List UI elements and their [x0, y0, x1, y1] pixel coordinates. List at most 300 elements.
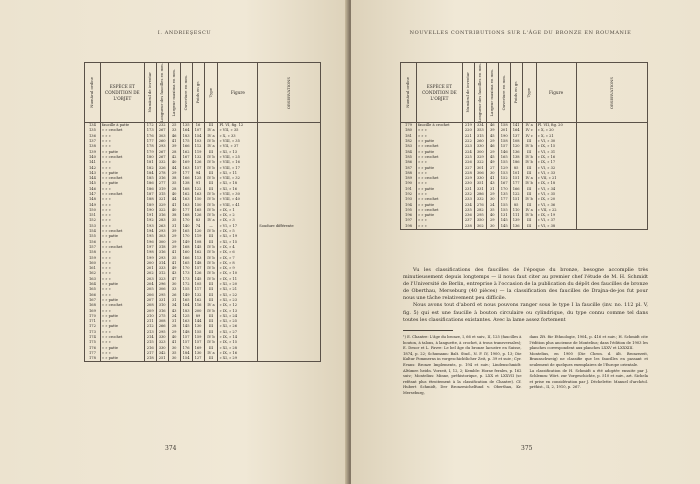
table-cell: 179	[144, 149, 156, 154]
table-cell: » X, » 20	[536, 128, 576, 133]
table-cell: IV b	[204, 176, 218, 181]
table-cell: 134	[85, 123, 101, 129]
table-cell: III	[204, 282, 218, 287]
table-cell: IV a	[204, 351, 218, 356]
table-cell: » VIII, » 17	[218, 165, 258, 170]
table-cell: 135	[180, 123, 192, 129]
table-cell: 145	[180, 324, 192, 329]
table-cell: 41	[168, 202, 180, 207]
table-cell: IV a	[204, 128, 218, 133]
table-cell: 30	[168, 345, 180, 350]
table-cell: IV a	[204, 134, 218, 139]
table-cell: 176	[144, 134, 156, 139]
table-cell: 184	[180, 351, 192, 356]
table-cell: 331	[156, 298, 168, 303]
table-cell: 155	[192, 330, 204, 335]
table-cell: III	[522, 165, 536, 170]
table-cell: 165	[85, 287, 101, 292]
table-cell: » » »	[100, 266, 144, 271]
table-cell: 200	[144, 261, 156, 266]
table-cell: » VI, » 37	[536, 218, 576, 223]
table-cell: 30	[168, 282, 180, 287]
table-cell: 29	[168, 240, 180, 245]
table-cell: IV a	[204, 144, 218, 149]
body-text	[403, 267, 648, 324]
table-cell: 43	[168, 271, 180, 276]
table-cell: 201	[498, 128, 510, 133]
table-cell: 168	[180, 187, 192, 192]
table-cell: 188	[144, 197, 156, 202]
table-cell: 163	[180, 197, 192, 202]
table-cell: 126	[192, 213, 204, 218]
table-cell: 157	[192, 165, 204, 170]
column-header: Largeur maxima en mm.	[168, 63, 180, 123]
table-cell: 276	[474, 202, 486, 207]
table-cell: » IX, » 4	[218, 245, 258, 250]
table-cell: 31	[486, 187, 498, 192]
table-cell: 132	[192, 292, 204, 297]
table-cell: IV c	[522, 134, 536, 139]
table-cell: IV a	[204, 303, 218, 308]
table-cell: 293	[156, 229, 168, 234]
table-cell: 94	[192, 171, 204, 176]
table-cell: 145	[498, 224, 510, 230]
table-cell: 45	[486, 134, 498, 139]
table-cell: 35	[168, 351, 180, 356]
table-cell: » IX, » 18	[536, 181, 576, 186]
table-cell: III	[522, 202, 536, 207]
table-cell: 301	[474, 165, 486, 170]
table-cell: 24	[168, 314, 180, 319]
table-cell: » » patte	[416, 213, 462, 218]
table-cell: » VI, » 30	[536, 139, 576, 144]
table-cell: » VIII, » 41	[218, 202, 258, 207]
table-cell: IV b	[522, 181, 536, 186]
table-cell: 209	[144, 308, 156, 313]
table-cell: 353	[474, 128, 486, 133]
table-cell: » XI, » 16	[218, 187, 258, 192]
table-cell: 193	[401, 197, 417, 202]
table-cell: 151	[510, 197, 522, 202]
table-cell: 113	[192, 255, 204, 260]
table-cell: 198	[401, 224, 417, 230]
table-cell: » » »	[100, 134, 144, 139]
table-cell: 29	[486, 218, 498, 223]
table-cell: III	[204, 240, 218, 245]
table-cell: » » crochet	[416, 176, 462, 181]
table-cell: » X, » 21	[536, 134, 576, 139]
table-cell: 44	[168, 197, 180, 202]
table-cell: 332	[474, 197, 486, 202]
table-cell: 170	[180, 218, 192, 223]
table-cell: 126	[192, 271, 204, 276]
table-cell: IV a	[204, 218, 218, 223]
table-cell: » IX, » 15	[218, 340, 258, 345]
table-cell: IV b	[204, 155, 218, 160]
table-cell: 172	[180, 282, 192, 287]
table-cell: III	[204, 330, 218, 335]
table-cell: 332	[156, 160, 168, 165]
table-cell: 350	[474, 218, 486, 223]
table-row	[85, 356, 321, 362]
table-cell: 157	[85, 245, 101, 250]
table-cell: 232	[156, 123, 168, 129]
table-cell: 28	[168, 149, 180, 154]
table-cell: 233	[462, 197, 474, 202]
table-cell: 46	[168, 134, 180, 139]
table-cell: 295	[474, 213, 486, 218]
table-cell: » XI, » 29	[218, 356, 258, 362]
table-cell: » » »	[100, 351, 144, 356]
table-cell: —	[204, 224, 218, 229]
table-cell: 167	[180, 155, 192, 160]
table-cell: 188	[401, 171, 417, 176]
table-cell: 159	[192, 335, 204, 340]
table-cell: 195	[144, 234, 156, 239]
table-cell: 24	[486, 202, 498, 207]
table-cell: » XI, » 15	[218, 240, 258, 245]
table-cell: 180	[144, 155, 156, 160]
table-cell: » XI, » 19	[218, 234, 258, 239]
table-cell: 107	[192, 128, 204, 133]
table-cell: 140	[85, 155, 101, 160]
table-cell: » » patte	[100, 345, 144, 350]
table-cell: 186	[510, 160, 522, 165]
table-cell: IV b	[204, 202, 218, 207]
table-cell: IV b	[204, 229, 218, 234]
table-cell: 151	[510, 176, 522, 181]
left-page-header: I. ANDRIEŞESCU	[157, 30, 212, 36]
table-cell: 145	[498, 218, 510, 223]
table-cell: 351	[474, 181, 486, 186]
table-cell: » VI, » 32	[536, 165, 576, 170]
table-cell: 150	[192, 202, 204, 207]
table-cell: 46	[486, 144, 498, 149]
table-cell: » IX, » 20	[536, 197, 576, 202]
table-cell: 170	[498, 187, 510, 192]
table-cell: 101	[510, 171, 522, 176]
table-cell: » IX, » 2	[218, 213, 258, 218]
table-cell: IV b	[204, 245, 218, 250]
table-cell: » » »	[100, 139, 144, 144]
table-cell: 163	[192, 192, 204, 197]
table-cell: III	[204, 292, 218, 297]
table-cell: » » »	[100, 218, 144, 223]
table-cell	[258, 356, 321, 362]
table-cell: 318	[156, 245, 168, 250]
table-cell: » » crochet	[100, 229, 144, 234]
table-cell: IV b	[204, 340, 218, 345]
table-cell: 135	[85, 128, 101, 133]
table-cell: 173	[180, 271, 192, 276]
table-cell: 306	[156, 287, 168, 292]
table-cell: IV b	[522, 144, 536, 149]
table-cell: 41	[168, 261, 180, 266]
table-cell: III	[204, 298, 218, 303]
table-cell: 310	[156, 303, 168, 308]
table-cell: » » crochet	[416, 144, 462, 149]
table-cell: 170	[180, 266, 192, 271]
table-cell: IV b	[522, 213, 536, 218]
table-cell: 158	[85, 250, 101, 255]
table-cell: 162	[180, 192, 192, 197]
table-cell: » IX, » 17	[536, 160, 576, 165]
column-header: Largeur maxima en mm.	[486, 63, 498, 123]
table-cell: » » patte	[100, 282, 144, 287]
table-cell: » » »	[100, 208, 144, 213]
table-cell: IV a	[522, 208, 536, 213]
table-cell: » » »	[100, 213, 144, 218]
table-cell: 191	[401, 187, 417, 192]
table-cell: 203	[144, 277, 156, 282]
table-cell: 295	[156, 330, 168, 335]
table-cell: III	[204, 287, 218, 292]
table-cell: 127	[192, 356, 204, 362]
table-cell: » IX, » 16	[218, 351, 258, 356]
table-cell: 148	[180, 330, 192, 335]
table-cell: 142	[85, 165, 101, 170]
table-cell: » » »	[416, 134, 462, 139]
table-cell: 236	[462, 213, 474, 218]
table-cell: 175	[180, 139, 192, 144]
table-cell: » IX, » 16	[536, 155, 576, 160]
table-cell: 283	[156, 218, 168, 223]
table-cell: 165	[180, 229, 192, 234]
table-cell: Pl. VII, fig. 20	[536, 123, 576, 129]
table-cell: 155	[498, 160, 510, 165]
table-cell: 30	[486, 171, 498, 176]
table-cell: » » patte	[100, 149, 144, 154]
column-header: Numărul ordine	[401, 63, 417, 123]
table-cell: » » »	[100, 165, 144, 170]
table-cell: » » »	[100, 287, 144, 292]
table-cell: IV b	[204, 308, 218, 313]
table-cell: 149	[180, 240, 192, 245]
table-cell: 195	[401, 208, 417, 213]
table-cell: 120	[510, 144, 522, 149]
column-header: ESPÈCE ET CONDITION DE L'OBJET	[100, 63, 144, 123]
table-cell: 326	[156, 165, 168, 170]
table-cell: 185	[401, 155, 417, 160]
table-cell: » IX, » 15	[536, 144, 576, 149]
table-cell: 140	[180, 224, 192, 229]
table-cell: 315	[474, 134, 486, 139]
table-cell: » VIII, » 32	[218, 176, 258, 181]
table-cell: » » crochet	[100, 335, 144, 340]
table-cell: 329	[156, 202, 168, 207]
table-header-row	[85, 63, 321, 123]
table-cell: 165	[498, 155, 510, 160]
table-cell: III	[204, 356, 218, 362]
table-cell: » IX, » 19	[536, 213, 576, 218]
table-cell: IV b	[204, 213, 218, 218]
table-cell: 185	[144, 176, 156, 181]
table-cell: 25	[168, 123, 180, 129]
table-cell: » » »	[100, 292, 144, 297]
table-cell: » IX, » 8	[218, 261, 258, 266]
table-cell: 30	[486, 224, 498, 230]
table-cell: 182	[144, 165, 156, 170]
table-cell: 183	[180, 134, 192, 139]
table-cell: 159	[85, 255, 101, 260]
table-cell: 152	[85, 218, 101, 223]
table-cell: 158	[498, 139, 510, 144]
table-cell: 194	[144, 229, 156, 234]
table-cell: 160	[85, 261, 101, 266]
table-cell: 157	[180, 335, 192, 340]
table-cell: » » crochet	[416, 155, 462, 160]
table-cell: 183	[401, 144, 417, 149]
table-cell: » VII, » 21	[536, 176, 576, 181]
table-cell: 168	[180, 245, 192, 250]
table-cell: » VI, » 33	[536, 171, 576, 176]
table-cell: III	[522, 149, 536, 154]
table-cell: » VI, » 31	[536, 149, 576, 154]
table-cell: » X, » 33	[218, 134, 258, 139]
table-cell: 220	[462, 128, 474, 133]
table-cell: 156	[85, 240, 101, 245]
table-cell: » » »	[100, 240, 144, 245]
table-cell: 130	[192, 324, 204, 329]
table-cell: 180	[401, 128, 417, 133]
table-cell: 162	[192, 250, 204, 255]
table-cell: III	[204, 171, 218, 176]
table-cell: 342	[156, 351, 168, 356]
table-cell: » » »	[416, 160, 462, 165]
table-cell: IV a	[522, 123, 536, 129]
table-cell: 167	[498, 181, 510, 186]
table-cell: 303	[156, 134, 168, 139]
table-cell: 167	[85, 298, 101, 303]
table-cell	[576, 224, 648, 230]
table-cell: III	[204, 319, 218, 324]
table-cell: 282	[474, 208, 486, 213]
table-cell: 234	[462, 202, 474, 207]
right-table-head	[401, 63, 648, 123]
table-cell: 157	[180, 340, 192, 345]
table-cell: 165	[180, 261, 192, 266]
table-cell: IV b	[522, 197, 536, 202]
table-cell: 170	[85, 314, 101, 319]
table-cell: IV b	[204, 271, 218, 276]
table-cell: 132	[192, 155, 204, 160]
table-cell: 176	[85, 345, 101, 350]
table-cell: Pl. VI, fig. 12	[218, 123, 258, 129]
table-cell: 137	[510, 134, 522, 139]
table-cell: 149	[180, 292, 192, 297]
column-header: ESPÈCE ET CONDITION DE L'OBJET	[416, 63, 462, 123]
table-cell: 160	[180, 250, 192, 255]
table-cell: » XI, » 22	[218, 292, 258, 297]
table-cell: » » »	[100, 255, 144, 260]
table-cell: » » crochet	[100, 128, 144, 133]
table-cell: 183	[180, 308, 192, 313]
table-cell: 267	[156, 155, 168, 160]
table-cell: 173	[85, 330, 101, 335]
table-cell: 193	[144, 224, 156, 229]
table-cell: 45	[486, 155, 498, 160]
table-cell: 202	[144, 271, 156, 276]
right-page-header: NOUVELLES CONTRIBUTIONS SUR L'ÂGE DU BRONZE EN ROUMANIE	[409, 30, 632, 36]
table-cell: IV b	[204, 160, 218, 165]
table-cell: 308	[156, 319, 168, 324]
table-cell: 237	[462, 218, 474, 223]
table-cell: 126	[192, 160, 204, 165]
table-cell: 148	[85, 197, 101, 202]
table-cell: » » patte	[100, 181, 144, 186]
table-cell: » IX, » 13	[218, 308, 258, 313]
table-cell: 39	[486, 128, 498, 133]
table-header-row	[401, 63, 648, 123]
table-cell: 40	[168, 335, 180, 340]
table-cell: » XI, » 18	[218, 181, 258, 186]
table-cell: 173	[144, 128, 156, 133]
table-cell: 155	[85, 234, 101, 239]
table-cell: 152	[498, 176, 510, 181]
table-cell: 226	[462, 160, 474, 165]
table-cell: 316	[156, 250, 168, 255]
table-cell: » » crochet	[100, 155, 144, 160]
table-cell: » » »	[100, 261, 144, 266]
table-cell: 29	[168, 234, 180, 239]
table-cell: 49	[168, 266, 180, 271]
table-cell: 296	[156, 282, 168, 287]
table-cell: 41	[168, 139, 180, 144]
table-cell: 190	[144, 208, 156, 213]
table-cell: 173	[180, 277, 192, 282]
table-cell: 122	[192, 187, 204, 192]
table-cell: 85	[510, 165, 522, 170]
table-cell: 198	[144, 250, 156, 255]
table-cell: 179	[401, 123, 417, 129]
table-cell: 44	[168, 165, 180, 170]
table-cell: III	[204, 314, 218, 319]
column-header: Ouverture en mm.	[498, 63, 510, 123]
table-cell: 41	[168, 250, 180, 255]
table-cell: 28	[168, 187, 180, 192]
table-cell: 157	[192, 266, 204, 271]
table-cell: 162	[192, 298, 204, 303]
table-cell: 177	[498, 197, 510, 202]
table-cell: 300	[474, 149, 486, 154]
table-cell: 184	[401, 149, 417, 154]
table-cell: 187	[144, 192, 156, 197]
left-page-number: 374	[165, 445, 177, 452]
table-cell: 30	[168, 356, 180, 362]
table-cell: 120	[192, 229, 204, 234]
table-cell: » » patte	[416, 139, 462, 144]
table-cell: 228	[462, 171, 474, 176]
table-cell: III	[204, 345, 218, 350]
table-cell: 186	[401, 160, 417, 165]
table-cell: 199	[144, 255, 156, 260]
table-cell: 190	[498, 134, 510, 139]
table-cell: 125	[180, 314, 192, 319]
table-cell: 163	[180, 165, 192, 170]
table-cell: 197	[401, 218, 417, 223]
table-cell: 196	[144, 240, 156, 245]
table-cell: 43	[168, 308, 180, 313]
column-header: Numărul de inventar	[144, 63, 156, 123]
table-cell: 263	[156, 224, 168, 229]
table-cell: 260	[156, 139, 168, 144]
table-cell: 27	[486, 165, 498, 170]
table-cell: 302	[474, 224, 486, 230]
table-cell: 189	[144, 202, 156, 207]
table-cell: 170	[180, 234, 192, 239]
column-header: Longueur des faucilles en mm.	[474, 63, 486, 123]
table-cell: 39	[168, 144, 180, 149]
